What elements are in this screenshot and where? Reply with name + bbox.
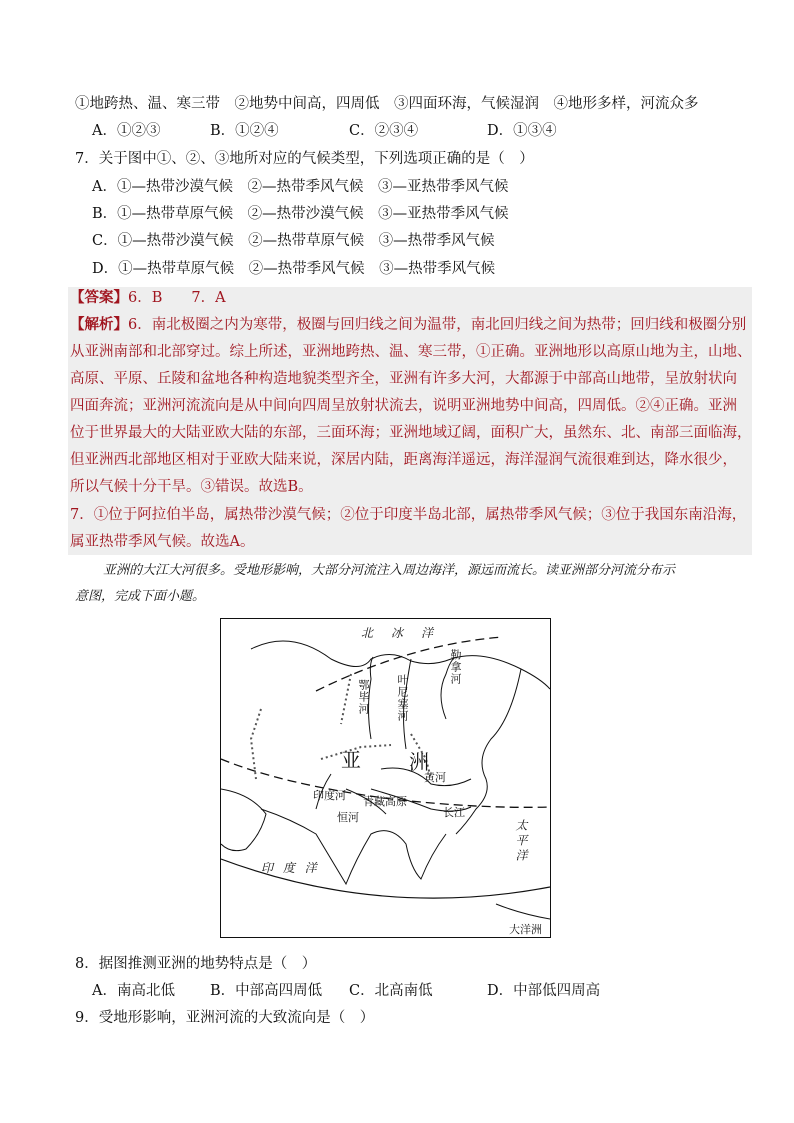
label-ob-river: 鄂毕河 xyxy=(357,679,370,715)
map-drawing xyxy=(221,619,550,937)
q7-choice-b[interactable]: B．①—热带草原气候 ②—热带沙漠气候 ③—亚热带季风气候 xyxy=(92,206,509,222)
analysis-line-1: 【解析】6．南北极圈之内为寒带，极圈与回归线之间为温带，南北回归线之间为热带；回归线和极圈分别 xyxy=(70,316,747,333)
label-yenisei-river: 叶尼塞河 xyxy=(396,674,409,722)
analysis-line-2: 从亚洲南部和北部穿过。综上所述，亚洲地跨热、温、寒三带，①正确。亚洲地形以高原山地为主，山地、 xyxy=(70,344,752,360)
analysis-tag: 【解析】 xyxy=(70,316,128,333)
q7-choice-c[interactable]: C．①—热带沙漠气候 ②—热带草原气候 ③—热带季风气候 xyxy=(92,233,495,249)
label-ganges-river: 恒河 xyxy=(337,811,359,824)
q6-choice-b[interactable]: B．①②④ xyxy=(210,123,279,139)
intro-line-1: 亚洲的大江大河很多。受地形影响，大部分河流注入周边海洋，源远而流长。读亚洲部分河流分布示 xyxy=(103,563,676,578)
label-indus-river: 印度河 xyxy=(313,789,346,802)
analysis-line-5: 位于世界最大的大陆亚欧大陆的东部，三面环海；亚洲地域辽阔，面积广大，虽然东、北、南部三面临海， xyxy=(70,425,752,441)
label-yellow-river: 黄河 xyxy=(424,771,446,784)
intro-line-2: 意图，完成下面小题。 xyxy=(75,589,206,604)
q8-choice-d[interactable]: D．中部低四周高 xyxy=(487,983,601,999)
label-pacific-ocean: 太平洋 xyxy=(514,819,528,864)
q6-choice-d[interactable]: D．①③④ xyxy=(487,123,557,139)
label-oceania: 大洋洲 xyxy=(509,923,542,936)
q8-stem: 8．据图推测亚洲的地势特点是（ ） xyxy=(75,956,317,972)
answer-line xyxy=(70,288,226,308)
asia-river-map xyxy=(220,618,551,938)
analysis-line-3: 高原、平原、丘陵和盆地各种构造地貌类型齐全，亚洲有许多大河，大都源于中部高山地带，呈放射状向 xyxy=(70,371,737,387)
analysis-line-9: 属亚热带季风气候。故选A。 xyxy=(70,534,255,550)
answer-tag: 【答案】 xyxy=(70,289,128,306)
q6-choice-a[interactable]: A．①②③ xyxy=(92,123,161,139)
q8-choice-a[interactable]: A．南高北低 xyxy=(92,983,175,999)
label-lena-river: 勒拿河 xyxy=(449,649,462,685)
label-yangtze-river: 长江 xyxy=(443,806,465,819)
q6-choice-c[interactable]: C．②③④ xyxy=(349,123,419,139)
label-asia-2: 洲 xyxy=(409,750,429,774)
q8-choice-b[interactable]: B．中部高四周低 xyxy=(210,983,323,999)
label-asia-1: 亚 xyxy=(341,748,361,772)
q6-statements: ①地跨热、温、寒三带 ②地势中间高，四周低 ③四面环海，气候湿润 ④地形多样，河流众多 xyxy=(75,96,699,112)
analysis-line-8: 7．①位于阿拉伯半岛，属热带沙漠气候；②位于印度半岛北部，属热带季风气候；③位于我国东南沿海， xyxy=(70,507,747,523)
analysis-line-7: 所以气候十分干旱。③错误。故选B。 xyxy=(70,479,313,495)
label-arctic-ocean: 北 冰 洋 xyxy=(361,626,437,640)
q7-choice-a[interactable]: A．①—热带沙漠气候 ②—热带季风气候 ③—亚热带季风气候 xyxy=(92,179,509,195)
analysis-line-6: 但亚洲西北部地区相对于亚欧大陆来说，深居内陆，距离海洋遥远，海洋湿润气流很难到达，降水很少， xyxy=(70,452,737,468)
q7-stem: 7．关于图中①、②、③地所对应的气候类型，下列选项正确的是（ ） xyxy=(75,151,534,167)
answer-text: 6．B 7．A xyxy=(128,290,226,306)
label-tibetan-plateau: 青藏高原 xyxy=(363,795,407,808)
analysis-line-4: 四面奔流；亚洲河流流向是从中间向四周呈放射状流去，说明亚洲地势中间高，四周低。②④正确。亚洲 xyxy=(70,398,737,414)
q7-choice-d[interactable]: D．①—热带草原气候 ②—热带季风气候 ③—热带季风气候 xyxy=(92,261,496,277)
q9-stem: 9．受地形影响，亚洲河流的大致流向是（ ） xyxy=(75,1010,375,1026)
q8-choice-c[interactable]: C．北高南低 xyxy=(349,983,433,999)
label-indian-ocean: 印 度 洋 xyxy=(261,861,320,875)
